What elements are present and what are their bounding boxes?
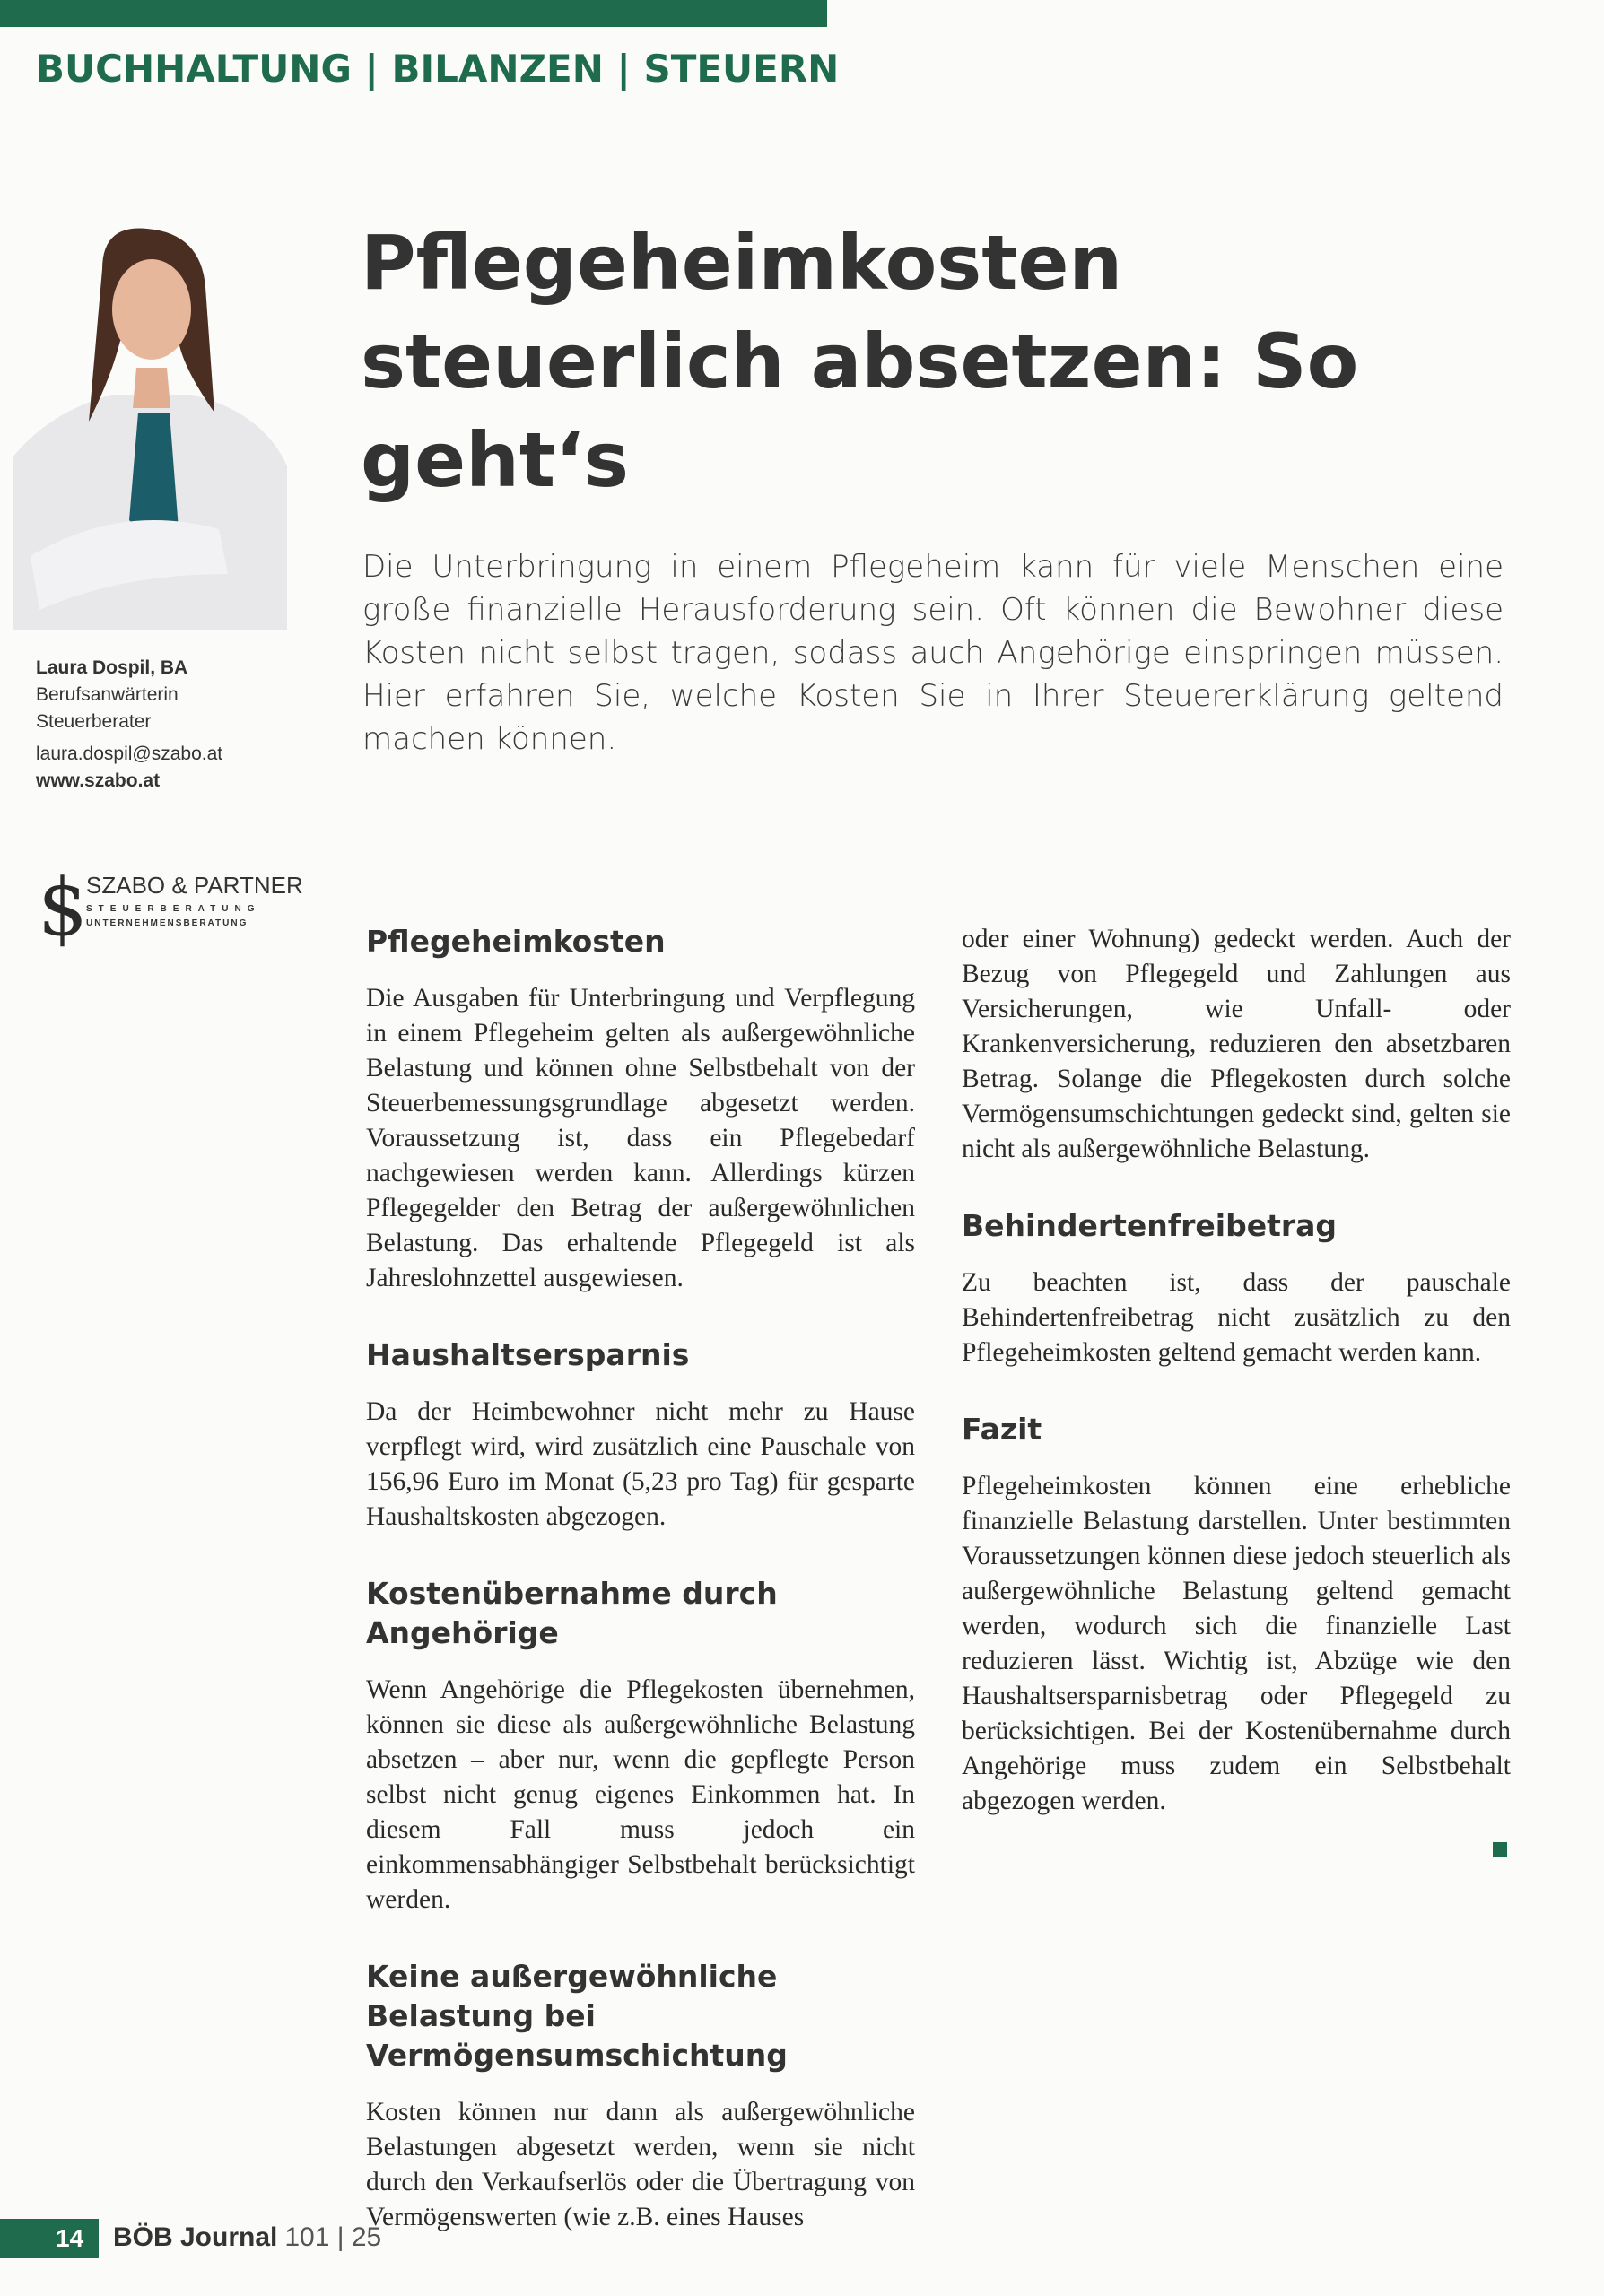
section-heading: Pflegeheimkosten: [366, 924, 666, 959]
section-heading: Fazit: [962, 1412, 1042, 1447]
section-body: Kosten können nur dann als außergewöhnliche Belastungen abgesetzt werden, wenn sie nicht durch den Verkaufserlös oder die Übertragung von Vermögenswerten (wie z.B. eines Hauses: [366, 2098, 915, 2231]
article-column-left: [366, 922, 915, 2274]
author-website[interactable]: www.szabo.at: [36, 770, 161, 791]
section-heading: Behindertenfreibetrag: [962, 1208, 1338, 1243]
section-body: Zu beachten ist, dass der pauschale Behindertenfreibetrag nicht zusätzlich zu den Pflegeheimkosten geltend gemacht werden kann.: [962, 1268, 1511, 1367]
author-role-2: Steuerberater: [36, 711, 152, 732]
section-body: Wenn Angehörige die Pflegekosten übernehmen, können sie diese als außergewöhnliche Belastung absetzen – aber nur, wenn die gepflegte Person selbst nicht genug eigenes Einkommen hat. In diesem Fall muss jedoch ein einkommensabhängiger Selbstbehalt berücksichtigt werden.: [366, 1675, 915, 1914]
article-title: Pflegeheimkosten steuerlich absetzen: So geht‘s: [361, 219, 1359, 504]
logo-name: SZABO & PARTNER: [86, 872, 303, 899]
section-body-continued: oder einer Wohnung) gedeckt werden. Auch der Bezug von Pflegegeld und Zahlungen aus Versicherungen, wie Unfall- oder Krankenversicherung, reduzieren den absetzbaren Betrag. Solange die Pflegekosten durch solche Vermögensumschichtungen gedeckt sind, gelten sie nicht als außergewöhnliche Belastung.: [962, 925, 1511, 1163]
dollar-logo-icon: [36, 861, 88, 953]
article-lead: Die Unterbringung in einem Pflegeheim kann für viele Menschen eine große finanzielle Herausforderung sein. Oft können die Bewohner diese Kosten nicht selbst tragen, sodass auch Angehörige einspringen müssen. Hier erfahren Sie, welche Kosten Sie in Ihrer Steuererklärung geltend machen können.: [362, 549, 1504, 757]
top-accent-bar: [0, 0, 827, 27]
journal-name: BÖB Journal: [113, 2222, 278, 2252]
journal-footer: [113, 2222, 381, 2253]
author-name: Laura Dospil, BA: [36, 657, 188, 678]
author-role: Berufsanwärterin: [36, 684, 179, 705]
article-column-right: [962, 922, 1511, 1858]
journal-issue: 101 | 25: [284, 2222, 382, 2252]
section-body: Pflegeheimkosten können eine erhebliche finanzielle Belastung darstellen. Unter bestimmten Voraussetzungen können diese jedoch steuerlich als außergewöhnliche Belastung geltend gemacht werden, wodurch sich die finanzielle Last reduzieren lässt. Wichtig ist, Abzüge wie den Haushaltsersparnisbetrag oder Pflegegeld zu berücksichtigen. Bei der Kostenübernahme durch Angehörige muss zudem ein Selbstbehalt abgezogen werden.: [962, 1472, 1511, 1815]
section-header: BUCHHALTUNG | BILANZEN | STEUERN: [36, 47, 840, 91]
author-email[interactable]: laura.dospil@szabo.at: [36, 744, 223, 764]
page-number: 14: [56, 2224, 84, 2252]
section-body: Die Ausgaben für Unterbringung und Verpflegung in einem Pflegeheim gelten als außergewöhnliche Belastung und können ohne Selbstbehalt von der Steuerbemessungsgrundlage abgesetzt werden. Voraussetzung ist, dass ein Pflegebedarf nachgewiesen werden kann. Allerdings kürzen Pflegegelder den Betrag der außergewöhnlichen Belastung. Das erhaltende Pflegegeld ist als Jahreslohnzettel ausgewiesen.: [366, 984, 915, 1292]
section-heading: Keine außergewöhnliche Belastung bei Vermögensumschichtung: [366, 1959, 788, 2073]
article-end-mark: [1493, 1842, 1507, 1857]
footer-accent-bar: [0, 2219, 99, 2258]
section-heading: Kostenübernahme durch Angehörige: [366, 1576, 778, 1650]
section-body: Da der Heimbewohner nicht mehr zu Hause verpflegt wird, wird zusätzlich eine Pauschale von 156,96 Euro im Monat (5,23 pro Tag) für gesparte Haushaltskosten abgezogen.: [366, 1397, 915, 1531]
author-photo: [13, 233, 287, 630]
section-heading: Haushaltsersparnis: [366, 1337, 690, 1372]
author-box: [36, 655, 222, 795]
logo-subtitle-1: STEUERBERATUNG: [86, 904, 261, 914]
company-logo: [36, 861, 305, 953]
logo-subtitle-2: UNTERNEHMENSBERATUNG: [86, 918, 248, 928]
svg-text:$: $: [38, 861, 88, 953]
